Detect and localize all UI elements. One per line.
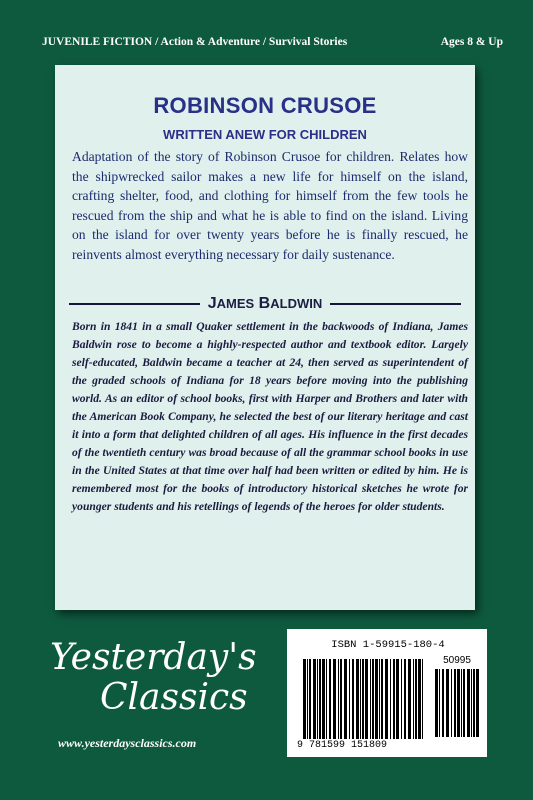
- barcode-stripe: [396, 659, 399, 739]
- barcode-stripe: [467, 669, 470, 737]
- barcode-stripe: [329, 659, 331, 739]
- barcode-stripe: [454, 669, 456, 737]
- barcode-stripe: [379, 659, 380, 739]
- barcode-stripe: [381, 659, 383, 739]
- ean-barcode: [303, 659, 425, 739]
- isbn-text: ISBN 1-59915-180-4: [331, 639, 445, 651]
- author-name: [208, 295, 322, 313]
- barcode-stripe: [375, 659, 378, 739]
- barcode-stripe: [372, 659, 374, 739]
- barcode-stripe: [435, 669, 438, 737]
- age-range: Ages 8 & Up: [440, 36, 503, 48]
- barcode-stripe: [413, 659, 414, 739]
- barcode-stripe: [326, 659, 327, 739]
- barcode-stripe: [313, 659, 316, 739]
- barcode-stripe: [404, 659, 406, 739]
- barcode-stripe: [365, 659, 368, 739]
- barcode-stripe: [408, 659, 411, 739]
- barcode-stripe: [418, 659, 421, 739]
- barcode-stripe: [422, 659, 423, 739]
- barcode-stripe: [349, 659, 350, 739]
- price-barcode: [435, 669, 479, 737]
- barcode-stripe: [333, 659, 336, 739]
- price-code: 50995: [443, 655, 471, 666]
- barcode-stripe: [415, 659, 417, 739]
- barcode-stripe: [457, 669, 460, 737]
- barcode-stripe: [303, 659, 306, 739]
- author-bio: Born in 1841 in a small Quaker settlement in the backwoods of Indiana, James Baldwin rose to become a highly-respected author and textbook editor. Largely self-educated, Baldwin became a teacher at 24, then served as superintendent of the graded schools of Indiana for 18 years before moving into the publishing world. As an editor of school books, first with Harper and Brothers and later with the American Book Company, he selected the best of our literary heritage and cast it into a form that delighted children of all ages. His influence in the first decades of the twentieth century was broad because of all the grammar school books in use in the United States at that time over half had been written or edited by him. He is remembered most for the books of introductory historical sketches he wrote for younger students and his retellings of legends of the heroes for older students.: [72, 320, 468, 513]
- barcode-stripe: [352, 659, 354, 739]
- barcode-stripe: [385, 659, 388, 739]
- barcode-stripe: [356, 659, 359, 739]
- barcode-stripe: [461, 669, 462, 737]
- barcode-stripe: [463, 669, 465, 737]
- barcode-stripe: [307, 659, 308, 739]
- barcode-stripe: [338, 659, 339, 739]
- barcode-stripe: [393, 659, 395, 739]
- barcode-stripe: [473, 669, 475, 737]
- barcode-stripe: [401, 659, 402, 739]
- book-title: ROBINSON CRUSOE: [153, 93, 377, 118]
- barcode-stripe: [340, 659, 342, 739]
- author-heading: [69, 295, 461, 313]
- logo-line-1: Yesterday's: [50, 637, 257, 678]
- barcode-stripe: [390, 659, 391, 739]
- barcode-stripe: [360, 659, 361, 739]
- category-bar: [0, 36, 533, 48]
- barcode-digits: 9 781599 151809: [297, 740, 388, 751]
- barcode-stripe: [344, 659, 347, 739]
- book-subtitle: WRITTEN ANEW FOR CHILDREN: [163, 127, 367, 142]
- publisher-logo: [50, 638, 257, 718]
- book-description: Adaptation of the story of Robinson Crusoe for children. Relates how the shipwrecked sailor makes a new life for himself on the island, crafting shelter, food, and clothing for himself from the few tools he rescued from the ship and what he is able to find on the island. Living on the island for over twenty years before he is finally rescued, he reinvents almost everything necessary for daily sustenance.: [72, 149, 468, 262]
- barcode-stripe: [362, 659, 364, 739]
- barcode-stripe: [370, 659, 371, 739]
- category-text: JUVENILE FICTION / Action & Adventure / Survival Stories: [42, 36, 348, 48]
- logo-line-2: Classics: [100, 677, 248, 718]
- publisher-url: www.yesterdaysclassics.com: [58, 736, 197, 750]
- barcode-stripe: [322, 659, 325, 739]
- barcode-stripe: [446, 669, 449, 737]
- author-first: JAMES BALDWIN: [207, 295, 323, 312]
- barcode-stripe: [476, 669, 479, 737]
- barcode-box: [287, 629, 487, 757]
- barcode-stripe: [317, 659, 318, 739]
- barcode-stripe: [451, 669, 452, 737]
- barcode-stripe: [471, 669, 472, 737]
- divider-right: [330, 303, 461, 305]
- description-panel: [55, 65, 475, 610]
- barcode-stripe: [319, 659, 321, 739]
- barcode-stripe: [439, 669, 440, 737]
- divider-left: [69, 303, 200, 305]
- barcode-stripe: [309, 659, 311, 739]
- barcode-stripe: [442, 669, 444, 737]
